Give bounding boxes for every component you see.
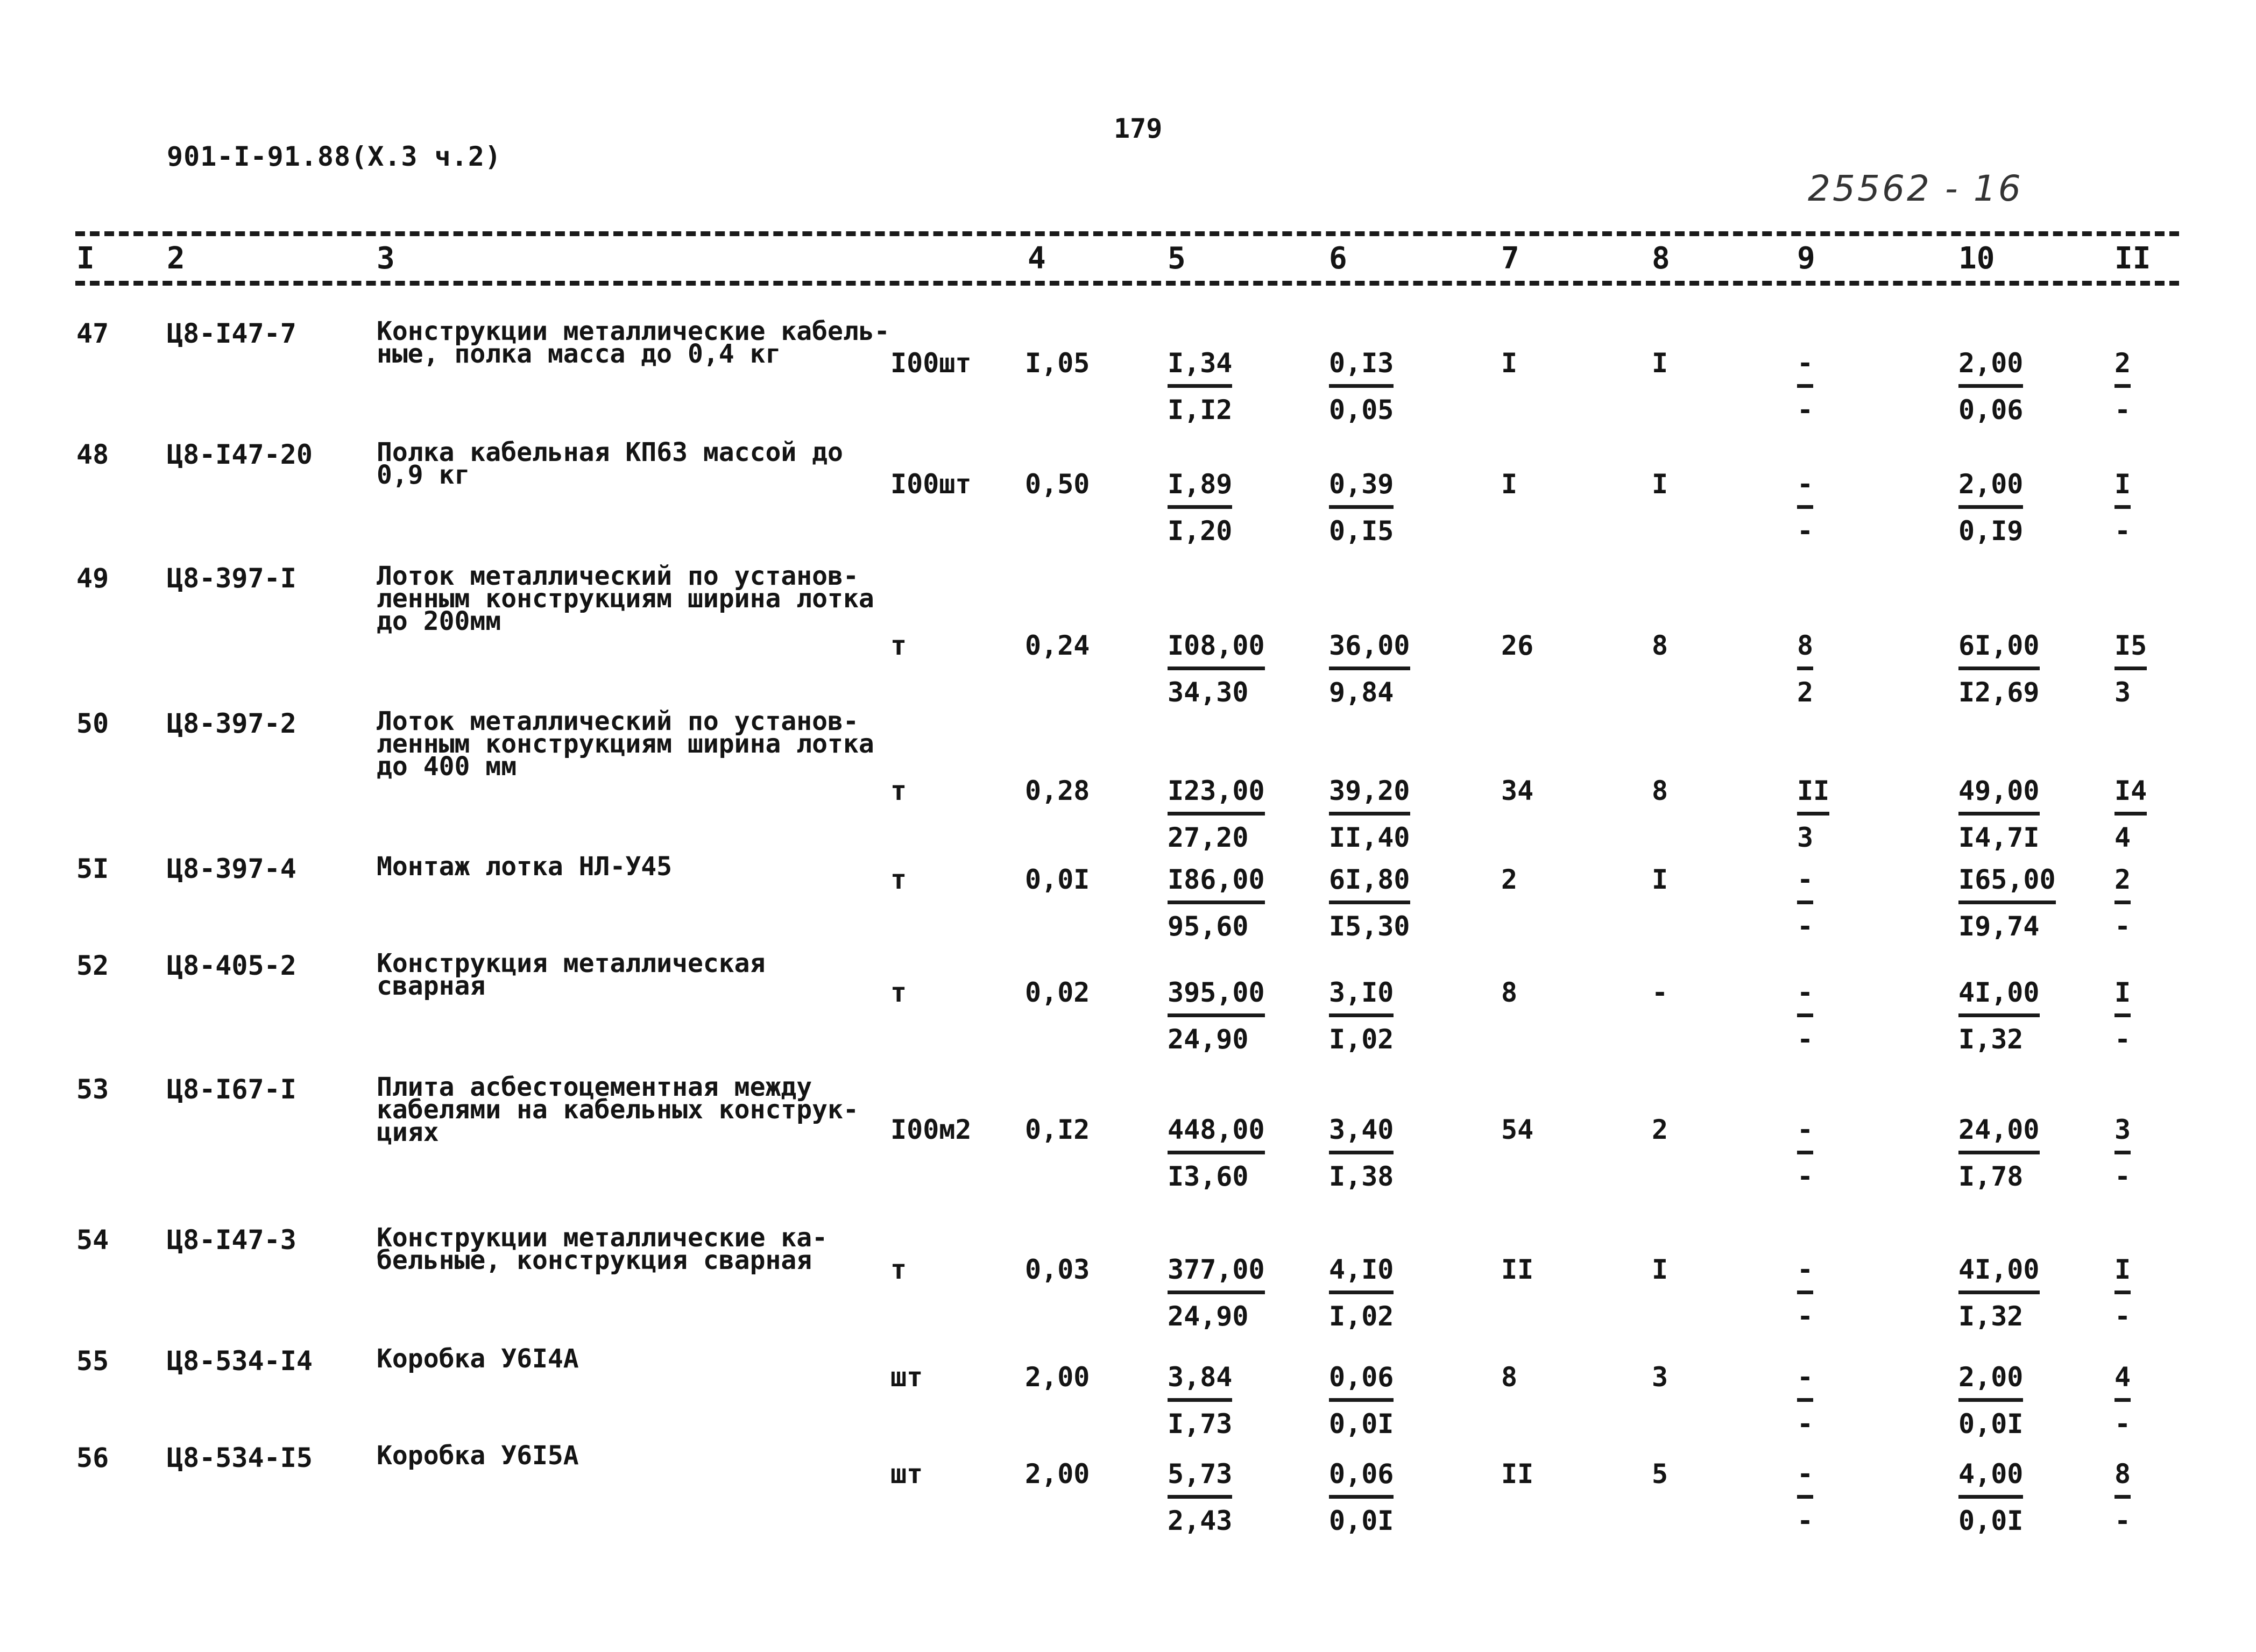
- unit: т: [890, 1254, 907, 1285]
- fraction-bottom: -: [1797, 1408, 1814, 1440]
- fraction-top: I: [2114, 471, 2131, 509]
- fraction-bottom: -: [2114, 1161, 2131, 1192]
- value-col-8: -: [1652, 977, 1668, 1008]
- fraction-c9: [1797, 866, 1813, 940]
- fraction-top: I23,00: [1168, 777, 1265, 816]
- work-description: [377, 1344, 893, 1374]
- fraction-bottom: 24,90: [1168, 1024, 1249, 1055]
- fraction-top: II: [1797, 777, 1829, 816]
- fraction-bottom: -: [2114, 1408, 2131, 1440]
- fraction-c5: [1168, 777, 1265, 851]
- rate-code: Ц8-397-4: [167, 853, 296, 884]
- value-col-7: 54: [1501, 1114, 1534, 1145]
- fraction-bottom: -: [2114, 1505, 2131, 1536]
- fraction-top: 4,00: [1958, 1460, 2023, 1499]
- fraction-bottom: 27,20: [1168, 822, 1249, 853]
- page-number: 179: [1114, 113, 1163, 144]
- unit: т: [890, 630, 907, 661]
- fraction-c6: [1329, 632, 1410, 706]
- unit: I00м2: [890, 1114, 972, 1145]
- rate-code: Ц8-I47-3: [167, 1224, 296, 1256]
- fraction-bottom: 3: [2114, 677, 2131, 708]
- rate-code: Ц8-534-I4: [167, 1345, 313, 1377]
- fraction-top: 2: [2114, 350, 2131, 388]
- quantity: 0,50: [1025, 469, 1090, 500]
- fraction-c11: [2114, 979, 2131, 1053]
- fraction-top: 4,I0: [1329, 1256, 1394, 1294]
- fraction-bottom: 24,90: [1168, 1301, 1249, 1332]
- fraction-bottom: 0,0I: [1329, 1408, 1394, 1440]
- rate-code: Ц8-I67-I: [167, 1074, 296, 1105]
- value-col-7: I: [1501, 469, 1518, 500]
- fraction-bottom: -: [1797, 515, 1814, 547]
- fraction-c5: [1168, 1256, 1265, 1330]
- fraction-top: 36,00: [1329, 632, 1410, 670]
- description-line: Плита асбестоцементная между: [377, 1072, 812, 1102]
- fraction-c9: [1797, 777, 1829, 851]
- fraction-top: -: [1797, 979, 1813, 1017]
- fraction-bottom: -: [2114, 911, 2131, 942]
- fraction-top: I86,00: [1168, 866, 1265, 904]
- fraction-c10: [1958, 1362, 2024, 1440]
- fraction-bottom: 9,84: [1329, 677, 1394, 708]
- fraction-c5: [1168, 979, 1265, 1053]
- unit: I00шт: [890, 469, 972, 500]
- fraction-c11: [2114, 469, 2131, 547]
- fraction-top: -: [1797, 1460, 1813, 1499]
- value-col-8: I: [1652, 348, 1668, 379]
- fraction-top: 448,00: [1168, 1116, 1265, 1154]
- row-number: 47: [76, 318, 109, 349]
- fraction-top: -: [1797, 866, 1813, 904]
- fraction-c11: [2114, 632, 2147, 706]
- work-description: [377, 852, 893, 882]
- row-number: 50: [76, 708, 109, 739]
- fraction-bottom: -: [2114, 515, 2131, 547]
- value-col-8: 8: [1652, 630, 1668, 661]
- work-description: [377, 316, 893, 369]
- fraction-top: 6I,80: [1329, 866, 1410, 904]
- fraction-top: 49,00: [1958, 777, 2040, 816]
- column-number-5: 5: [1168, 241, 1186, 276]
- fraction-bottom: I,20: [1168, 515, 1233, 547]
- fraction-top: I65,00: [1958, 866, 2056, 904]
- description-line: сварная: [377, 971, 486, 1001]
- value-col-7: II: [1501, 1458, 1534, 1490]
- fraction-top: I4: [2114, 777, 2147, 816]
- description-line: кабелями на кабельных конструк-: [377, 1095, 859, 1125]
- fraction-top: 39,20: [1329, 777, 1410, 816]
- fraction-c5: [1168, 866, 1265, 940]
- work-description: [377, 706, 893, 782]
- fraction-c9: [1797, 1460, 1813, 1534]
- fraction-top: I,34: [1168, 350, 1232, 388]
- fraction-top: 3: [2114, 1116, 2131, 1154]
- fraction-c10: [1958, 1256, 2040, 1330]
- fraction-bottom: 4: [2114, 822, 2131, 853]
- fraction-bottom: I,I2: [1168, 394, 1233, 426]
- document-code: 901-I-91.88(X.3 ч.2): [167, 141, 502, 172]
- table-top-rule: [75, 231, 2179, 236]
- description-line: Лоток металлический по установ-: [377, 561, 859, 591]
- description-line: Монтаж лотка НЛ-У45: [377, 852, 673, 882]
- fraction-bottom: I5,30: [1329, 911, 1410, 942]
- fraction-top: 0,06: [1329, 1364, 1394, 1402]
- description-line: бельные, конструкция сварная: [377, 1245, 812, 1275]
- fraction-c9: [1797, 1116, 1813, 1190]
- column-number-11: II: [2114, 241, 2151, 276]
- value-col-8: 8: [1652, 775, 1668, 806]
- quantity: 0,I2: [1025, 1114, 1090, 1145]
- fraction-top: 4I,00: [1958, 979, 2040, 1017]
- fraction-bottom: I,02: [1329, 1024, 1394, 1055]
- description-line: Полка кабельная КП63 массой до: [377, 437, 843, 467]
- fraction-bottom: I,38: [1329, 1161, 1394, 1192]
- fraction-top: 2,00: [1958, 471, 2023, 509]
- rate-code: Ц8-I47-7: [167, 318, 296, 349]
- fraction-top: 5,73: [1168, 1460, 1232, 1499]
- work-description: [377, 561, 893, 636]
- fraction-c6: [1329, 1362, 1394, 1440]
- fraction-c6: [1329, 348, 1394, 426]
- row-number: 56: [76, 1442, 109, 1473]
- fraction-top: 377,00: [1168, 1256, 1265, 1294]
- fraction-top: 24,00: [1958, 1116, 2040, 1154]
- work-description: [377, 1223, 893, 1275]
- fraction-c11: [2114, 866, 2131, 940]
- fraction-c10: [1958, 469, 2024, 547]
- fraction-bottom: I,02: [1329, 1301, 1394, 1332]
- fraction-c9: [1797, 632, 1813, 706]
- work-description: [377, 437, 893, 490]
- fraction-c6: [1329, 469, 1394, 547]
- value-col-8: 2: [1652, 1114, 1668, 1145]
- description-line: Конструкции металлические ка-: [377, 1223, 828, 1253]
- value-col-7: 8: [1501, 977, 1518, 1008]
- fraction-bottom: 95,60: [1168, 911, 1249, 942]
- fraction-bottom: -: [1797, 394, 1814, 426]
- unit: I00шт: [890, 348, 972, 379]
- fraction-c6: [1329, 777, 1410, 851]
- fraction-top: I: [2114, 1256, 2131, 1294]
- quantity: 0,0I: [1025, 864, 1090, 895]
- fraction-c10: [1958, 632, 2040, 706]
- fraction-bottom: 3: [1797, 822, 1814, 853]
- fraction-top: I08,00: [1168, 632, 1265, 670]
- fraction-top: 3,40: [1329, 1116, 1394, 1154]
- fraction-c11: [2114, 1116, 2131, 1190]
- quantity: 0,02: [1025, 977, 1090, 1008]
- table-header-rule: [75, 281, 2179, 286]
- fraction-c6: [1329, 979, 1394, 1053]
- fraction-top: 4: [2114, 1364, 2131, 1402]
- handwritten-stamp: 25562 - 16: [1808, 168, 2023, 209]
- fraction-top: 395,00: [1168, 979, 1265, 1017]
- value-col-7: 2: [1501, 864, 1518, 895]
- fraction-c11: [2114, 1256, 2131, 1330]
- value-col-7: 8: [1501, 1362, 1518, 1393]
- fraction-c6: [1329, 866, 1410, 940]
- description-line: ные, полка масса до 0,4 кг: [377, 339, 781, 369]
- column-number-9: 9: [1797, 241, 1815, 276]
- fraction-c5: [1168, 348, 1233, 426]
- fraction-bottom: 0,I9: [1958, 515, 2024, 547]
- fraction-c5: [1168, 1460, 1232, 1534]
- unit: т: [890, 864, 907, 895]
- fraction-c11: [2114, 348, 2131, 426]
- value-col-8: I: [1652, 864, 1668, 895]
- fraction-top: 8: [2114, 1460, 2131, 1499]
- row-number: 53: [76, 1074, 109, 1105]
- fraction-bottom: 0,06: [1958, 394, 2024, 426]
- fraction-bottom: I,78: [1958, 1161, 2024, 1192]
- fraction-top: 0,I3: [1329, 350, 1394, 388]
- fraction-c5: [1168, 469, 1233, 547]
- fraction-c11: [2114, 777, 2147, 851]
- value-col-8: I: [1652, 469, 1668, 500]
- fraction-bottom: I9,74: [1958, 911, 2040, 942]
- quantity: 2,00: [1025, 1458, 1090, 1490]
- fraction-c5: [1168, 1116, 1265, 1190]
- fraction-top: I5: [2114, 632, 2147, 670]
- unit: т: [890, 775, 907, 806]
- description-line: циях: [377, 1117, 439, 1147]
- row-number: 52: [76, 950, 109, 981]
- fraction-c10: [1958, 777, 2040, 851]
- description-line: Лоток металлический по установ-: [377, 706, 859, 736]
- fraction-top: -: [1797, 350, 1813, 388]
- fraction-c10: [1958, 979, 2040, 1053]
- fraction-top: 2,00: [1958, 1364, 2023, 1402]
- fraction-bottom: 0,0I: [1329, 1505, 1394, 1536]
- row-number: 48: [76, 439, 109, 470]
- fraction-c6: [1329, 1116, 1394, 1190]
- fraction-bottom: -: [1797, 1505, 1814, 1536]
- fraction-bottom: 0,0I: [1958, 1505, 2024, 1536]
- row-number: 49: [76, 563, 109, 594]
- fraction-bottom: I4,7I: [1958, 822, 2040, 853]
- fraction-c6: [1329, 1460, 1394, 1534]
- fraction-bottom: -: [1797, 1301, 1814, 1332]
- description-line: до 400 мм: [377, 751, 517, 782]
- fraction-bottom: 2: [1797, 677, 1814, 708]
- fraction-bottom: I,32: [1958, 1024, 2024, 1055]
- fraction-c9: [1797, 1256, 1813, 1330]
- description-line: Коробка У6I4А: [377, 1344, 579, 1374]
- fraction-bottom: 0,0I: [1958, 1408, 2024, 1440]
- fraction-bottom: -: [1797, 1024, 1814, 1055]
- fraction-bottom: -: [2114, 1024, 2131, 1055]
- row-number: 54: [76, 1224, 109, 1256]
- fraction-top: I: [2114, 979, 2131, 1017]
- value-col-8: 3: [1652, 1362, 1668, 1393]
- fraction-top: 2,00: [1958, 350, 2023, 388]
- column-number-2: 2: [167, 241, 185, 276]
- fraction-bottom: I,32: [1958, 1301, 2024, 1332]
- description-line: до 200мм: [377, 606, 501, 636]
- fraction-bottom: -: [2114, 1301, 2131, 1332]
- value-col-7: 34: [1501, 775, 1534, 806]
- column-number-6: 6: [1329, 241, 1347, 276]
- rate-code: Ц8-397-I: [167, 563, 296, 594]
- column-number-7: 7: [1501, 241, 1519, 276]
- fraction-bottom: 2,43: [1168, 1505, 1233, 1536]
- column-number-4: 4: [1028, 241, 1046, 276]
- quantity: 0,03: [1025, 1254, 1090, 1285]
- unit: шт: [890, 1458, 923, 1490]
- value-col-8: 5: [1652, 1458, 1668, 1490]
- fraction-c10: [1958, 866, 2056, 940]
- rate-code: Ц8-I47-20: [167, 439, 313, 470]
- quantity: 2,00: [1025, 1362, 1090, 1393]
- fraction-top: -: [1797, 1256, 1813, 1294]
- fraction-top: -: [1797, 1116, 1813, 1154]
- fraction-top: 4I,00: [1958, 1256, 2040, 1294]
- work-description: [377, 1072, 893, 1147]
- fraction-top: -: [1797, 1364, 1813, 1402]
- quantity: 0,28: [1025, 775, 1090, 806]
- column-number-3: 3: [377, 241, 395, 276]
- fraction-c5: [1168, 632, 1265, 706]
- work-description: [377, 948, 893, 1001]
- rate-code: Ц8-534-I5: [167, 1442, 313, 1473]
- work-description: [377, 1441, 893, 1471]
- fraction-c11: [2114, 1362, 2131, 1440]
- quantity: 0,24: [1025, 630, 1090, 661]
- column-number-10: 10: [1958, 241, 1995, 276]
- fraction-c9: [1797, 979, 1813, 1053]
- fraction-top: 3,84: [1168, 1364, 1232, 1402]
- fraction-top: 3,I0: [1329, 979, 1394, 1017]
- fraction-bottom: 0,05: [1329, 394, 1394, 426]
- fraction-top: 0,39: [1329, 471, 1394, 509]
- column-number-8: 8: [1652, 241, 1670, 276]
- fraction-bottom: -: [1797, 911, 1814, 942]
- fraction-top: -: [1797, 471, 1813, 509]
- fraction-c10: [1958, 1460, 2023, 1534]
- description-line: Конструкция металлическая: [377, 948, 766, 979]
- fraction-bottom: I,73: [1168, 1408, 1233, 1440]
- fraction-top: 2: [2114, 866, 2131, 904]
- fraction-bottom: I3,60: [1168, 1161, 1249, 1192]
- fraction-c11: [2114, 1460, 2131, 1534]
- fraction-c5: [1168, 1362, 1233, 1440]
- column-number-1: I: [76, 241, 95, 276]
- value-col-8: I: [1652, 1254, 1668, 1285]
- rate-code: Ц8-405-2: [167, 950, 296, 981]
- description-line: ленным конструкциям ширина лотка: [377, 584, 874, 614]
- value-col-7: I: [1501, 348, 1518, 379]
- unit: т: [890, 977, 907, 1008]
- unit: шт: [890, 1362, 923, 1393]
- fraction-c9: [1797, 469, 1814, 547]
- value-col-7: 26: [1501, 630, 1534, 661]
- fraction-bottom: -: [2114, 394, 2131, 426]
- fraction-top: 0,06: [1329, 1460, 1394, 1499]
- value-col-7: II: [1501, 1254, 1534, 1285]
- description-line: Коробка У6I5А: [377, 1441, 579, 1471]
- row-number: 55: [76, 1345, 109, 1377]
- fraction-bottom: II,40: [1329, 822, 1410, 853]
- fraction-top: 6I,00: [1958, 632, 2040, 670]
- quantity: I,05: [1025, 348, 1090, 379]
- fraction-c10: [1958, 348, 2024, 426]
- fraction-bottom: 34,30: [1168, 677, 1249, 708]
- fraction-top: 8: [1797, 632, 1813, 670]
- fraction-bottom: I2,69: [1958, 677, 2040, 708]
- fraction-c9: [1797, 348, 1814, 426]
- fraction-c10: [1958, 1116, 2040, 1190]
- fraction-top: I,89: [1168, 471, 1232, 509]
- row-number: 5I: [76, 853, 109, 884]
- fraction-c9: [1797, 1362, 1814, 1440]
- description-line: 0,9 кг: [377, 460, 470, 490]
- description-line: ленным конструкциям ширина лотка: [377, 729, 874, 759]
- fraction-c6: [1329, 1256, 1394, 1330]
- fraction-bottom: 0,I5: [1329, 515, 1394, 547]
- fraction-bottom: -: [1797, 1161, 1814, 1192]
- rate-code: Ц8-397-2: [167, 708, 296, 739]
- description-line: Конструкции металлические кабель-: [377, 316, 890, 346]
